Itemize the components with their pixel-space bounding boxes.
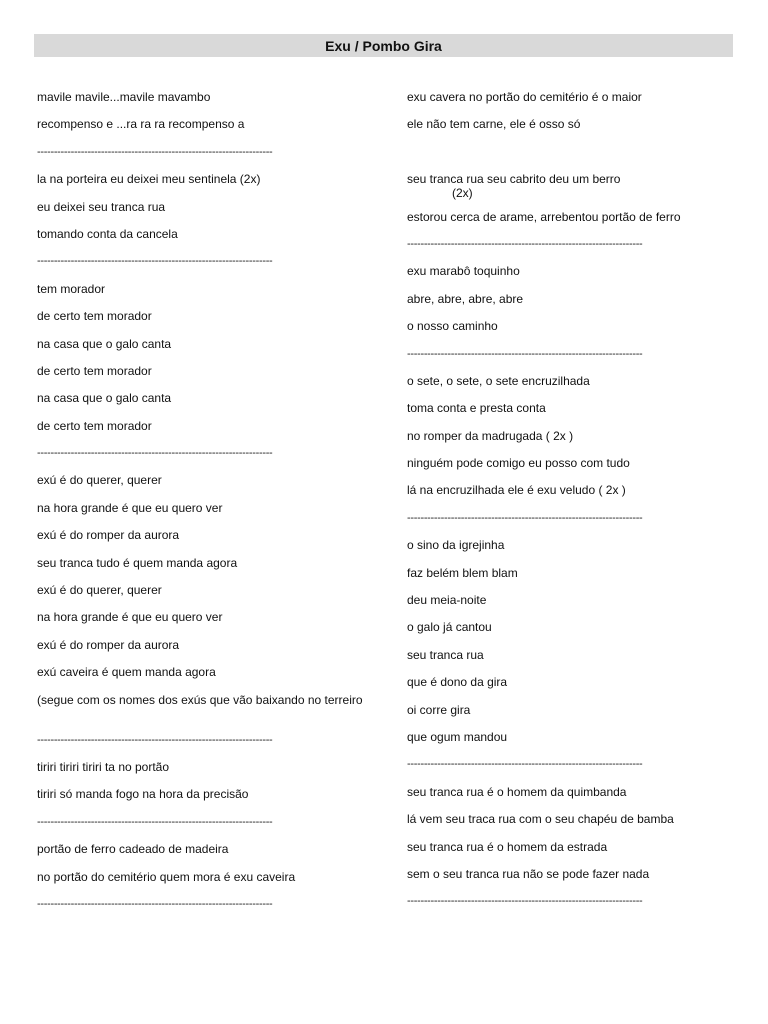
- lyric-line: lá vem seu traca rua com o seu chapéu de bamba: [407, 812, 674, 827]
- lyric-line: estorou cerca de arame, arrebentou portão de ferro: [407, 209, 681, 224]
- separator-line: ----------------------------------------------------------------------: [37, 815, 273, 828]
- lyric-line: de certo tem morador: [37, 418, 152, 433]
- lyric-line: o galo já cantou: [407, 620, 492, 635]
- lyric-line: (2x): [452, 185, 473, 200]
- lyric-line: tomando conta da cancela: [37, 226, 178, 241]
- separator-line: ----------------------------------------------------------------------: [407, 758, 643, 771]
- lyric-line: exú é do romper da aurora: [37, 637, 180, 652]
- lyric-line: exú caveira é quem manda agora: [37, 665, 216, 680]
- lyric-line: mavile mavile...mavile mavambo: [37, 90, 211, 104]
- lyric-line: de certo tem morador: [37, 363, 152, 378]
- lyric-line: seu tranca rua: [407, 647, 484, 662]
- lyric-line: seu tranca rua seu cabrito deu um berro: [407, 172, 621, 187]
- lyric-line: seu tranca tudo é quem manda agora: [37, 555, 238, 570]
- lyric-line: la na porteira eu deixei meu sentinela (2x): [37, 172, 261, 187]
- lyric-line: na hora grande é que eu quero ver: [37, 610, 223, 625]
- lyric-line: oi corre gira: [407, 702, 471, 717]
- lyric-line: lá na encruzilhada ele é exu veludo ( 2x ): [407, 483, 626, 498]
- lyric-line: toma conta e presta conta: [407, 401, 546, 416]
- lyric-line: na hora grande é que eu quero ver: [37, 500, 223, 515]
- lyric-line: exu marabô toquinho: [407, 264, 520, 279]
- lyric-line: na casa que o galo canta: [37, 336, 172, 351]
- lyric-line: no romper da madrugada ( 2x ): [407, 428, 574, 443]
- separator-line: ----------------------------------------------------------------------: [407, 895, 643, 908]
- lyric-line: portão de ferro cadeado de madeira: [37, 842, 229, 857]
- lyric-line: tem morador: [37, 281, 106, 296]
- lyric-line: seu tranca rua é o homem da estrada: [407, 839, 608, 854]
- lyric-line: o sino da igrejinha: [407, 538, 505, 553]
- separator-line: ----------------------------------------------------------------------: [407, 511, 643, 524]
- lyric-line: faz belém blem blam: [407, 565, 518, 580]
- lyric-line: exú é do querer, querer: [37, 583, 162, 598]
- separator-line: ----------------------------------------------------------------------: [407, 347, 643, 360]
- lyric-line: tiriri tiriri tiriri ta no portão: [37, 759, 170, 774]
- right-column: [407, 84, 737, 916]
- lyric-line: o sete, o sete, o sete encruzilhada: [407, 373, 590, 388]
- lyric-line: sem o seu tranca rua não se pode fazer nada: [407, 866, 650, 881]
- separator-line: ----------------------------------------------------------------------: [37, 447, 273, 460]
- lyric-line: que é dono da gira: [407, 675, 508, 690]
- lyric-line: de certo tem morador: [37, 309, 152, 324]
- separator-line: ----------------------------------------------------------------------: [37, 897, 273, 910]
- lyric-line: exu cavera no portão do cemitério é o maior: [407, 90, 642, 104]
- lyric-line: o nosso caminho: [407, 319, 498, 334]
- lyric-line: seu tranca rua é o homem da quimbanda: [407, 784, 627, 799]
- lyric-line: eu deixei seu tranca rua: [37, 199, 166, 214]
- lyric-line: no portão do cemitério quem mora é exu caveira: [37, 869, 296, 884]
- lyric-line: abre, abre, abre, abre: [407, 291, 524, 306]
- lyric-line: tiriri só manda fogo na hora da precisão: [37, 787, 249, 802]
- lyric-line: na casa que o galo canta: [37, 391, 172, 406]
- lyric-line: exú é do romper da aurora: [37, 528, 180, 543]
- lyric-line: (segue com os nomes dos exús que vão baixando no terreiro: [37, 692, 363, 707]
- page-title: Exu / Pombo Gira: [325, 37, 442, 54]
- lyric-line: que ogum mandou: [407, 729, 508, 744]
- left-column: [37, 84, 367, 918]
- lyric-line: recompenso e ...ra ra ra recompenso a: [37, 117, 245, 132]
- lyric-line: deu meia-noite: [407, 593, 487, 608]
- separator-line: ----------------------------------------------------------------------: [37, 145, 273, 158]
- separator-line: ----------------------------------------------------------------------: [37, 255, 273, 268]
- title-bar: [34, 34, 733, 57]
- lyric-line: [407, 139, 737, 166]
- lyric-line: ele não tem carne, ele é osso só: [407, 117, 581, 132]
- separator-line: ----------------------------------------------------------------------: [37, 733, 273, 746]
- lyric-line: exú é do querer, querer: [37, 473, 162, 488]
- separator-line: ----------------------------------------------------------------------: [407, 237, 643, 250]
- lyric-line: ninguém pode comigo eu posso com tudo: [407, 456, 630, 471]
